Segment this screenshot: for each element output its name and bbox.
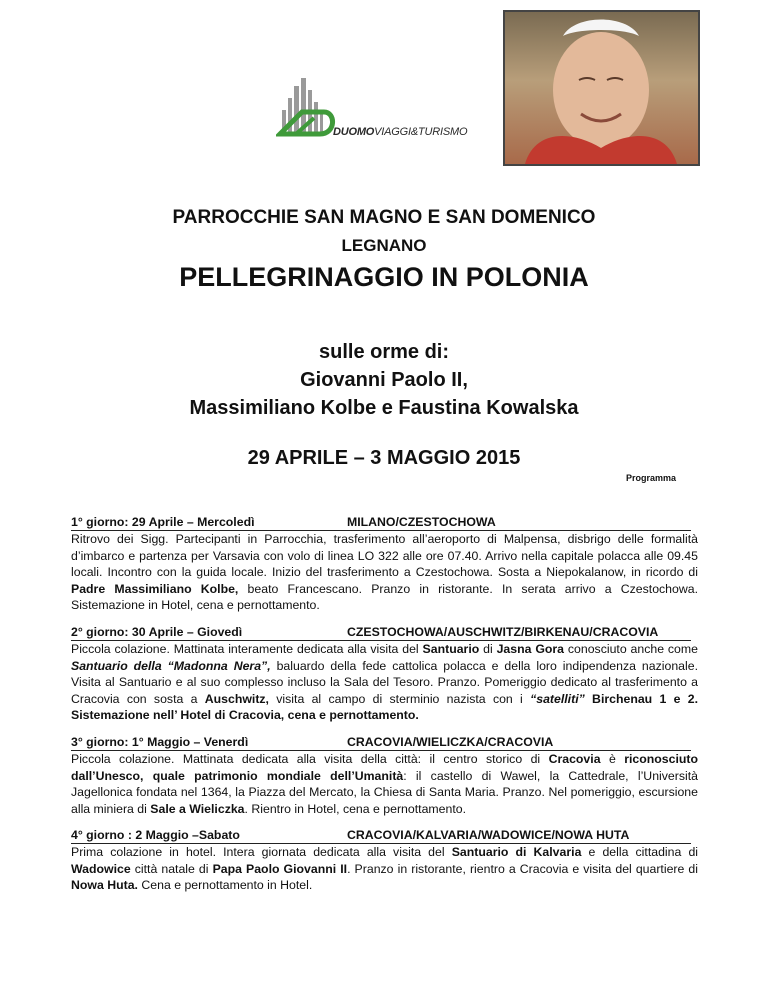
emphasis-text: Jasna Gora — [496, 642, 565, 656]
parish-heading: PARROCCHIE SAN MAGNO E SAN DOMENICO — [172, 207, 596, 228]
body-text: baluardo della fede cattolica polacca e della loro indipendenza nazionale. Visita al Santuario e al suo complesso incluso la Sala del Tesoro. Pranzo. Pomeriggio dedicato al trasferimento a Cracovia con sosta a — [71, 658, 698, 706]
emphasis-text: Sale a Wieliczka — [150, 801, 245, 816]
subtitle-line: Massimiliano Kolbe e Faustina Kowalska — [189, 397, 579, 419]
day-section — [71, 624, 698, 724]
emphasis-text: Cracovia — [548, 752, 601, 766]
body-text: Cena e pernottamento in Hotel. — [137, 878, 313, 892]
pope-portrait-photo — [503, 10, 700, 166]
emphasis-text: “satelliti” — [530, 691, 585, 706]
body-text: e della cittadina di — [581, 845, 699, 859]
day-description — [71, 641, 698, 724]
emphasis-text: Wadowice — [71, 861, 131, 876]
day-description — [71, 531, 698, 614]
day-route: CRACOVIA/WIELICZKA/CRACOVIA — [347, 735, 554, 749]
subtitle-line: sulle orme di: — [318, 341, 450, 363]
day-label: 1° giorno: 29 Aprile – Mercoledì — [71, 515, 255, 529]
body-text: di — [479, 642, 497, 656]
subtitle-line: Giovanni Paolo II, — [300, 369, 468, 391]
emphasis-text: Santuario della “Madonna Nera”, — [71, 658, 271, 673]
body-text: Piccola colazione. Mattinata interamente dedicata alla visita del — [71, 642, 423, 656]
body-text: . Rientro in Hotel, cena e pernottamento. — [244, 801, 467, 816]
emphasis-text: Auschwitz, — [204, 691, 269, 706]
body-text: visita al campo di sterminio nazista con i — [268, 691, 531, 706]
day-label: 4° giorno : 2 Maggio –Sabato — [71, 828, 240, 842]
day-header — [71, 514, 691, 531]
trip-dates: 29 APRILE – 3 MAGGIO 2015 — [247, 447, 521, 469]
logo-brand-text: DUOMOVIAGGI&TURISMO — [333, 126, 468, 138]
body-text: . Pranzo in ristorante, rientro a Cracovia e visita del quartiere di — [347, 861, 698, 876]
day-header — [71, 624, 691, 641]
day-section — [71, 734, 698, 817]
day-label: 3° giorno: 1° Maggio – Venerdì — [71, 735, 249, 749]
subtitle — [0, 338, 768, 422]
day-header — [71, 827, 691, 844]
program-label: Programma — [626, 473, 677, 483]
day-section — [71, 827, 698, 894]
emphasis-text: Papa Paolo Giovanni II — [212, 861, 348, 876]
day-route: CRACOVIA/KALVARIA/WADOWICE/NOWA HUTA — [347, 828, 630, 842]
body-text: città natale di — [130, 861, 213, 876]
emphasis-text: Santuario — [422, 642, 480, 656]
emphasis-text: riconosciuto dall’Unesco, quale patrimonio mondiale dell’Umanità — [71, 752, 698, 783]
pilgrimage-title: PELLEGRINAGGIO IN POLONIA — [179, 262, 589, 292]
emphasis-text: Nowa Huta. — [71, 878, 138, 892]
body-text: Piccola colazione. Mattinata dedicata alla visita della città: il centro storico di — [71, 752, 549, 766]
body-text: conosciuto anche come — [564, 642, 698, 656]
day-label: 2° giorno: 30 Aprile – Giovedì — [71, 625, 243, 639]
city-heading: LEGNANO — [341, 236, 427, 255]
day-description — [71, 751, 698, 817]
emphasis-text: Birchenau 1 e 2. Sistemazione nell’ Hotel di Cracovia, cena e pernottamento. — [71, 691, 698, 722]
day-route: MILANO/CZESTOCHOWA — [347, 515, 496, 529]
emphasis-text: Santuario di Kalvaria — [451, 845, 582, 859]
body-text: : il castello di Wawel, la Cattedrale, l’Università Jagellonica fondata nel 1364, la Piazza del Mercato, la Chiesa di Santa Maria. Pranzo. Nel pomeriggio, escursione alla miniera di — [71, 768, 698, 816]
day-description — [71, 844, 698, 894]
day-header — [71, 734, 691, 751]
day-section — [71, 514, 698, 614]
day-route: CZESTOCHOWA/AUSCHWITZ/BIRKENAU/CRACOVIA — [347, 625, 659, 639]
body-text: Prima colazione in hotel. Intera giornata dedicata alla visita del — [71, 845, 452, 859]
body-text: è — [600, 752, 625, 766]
body-text: Ritrovo dei Sigg. Partecipanti in Parrocchia, trasferimento all’aeroporto di Malpensa, disbrigo delle formalità d’imbarco e partenza per Varsavia con volo di linea LO 322 alle ore 07.40. Arrivo nella capitale polacca alle 09.45 locali. Incontro con la guida locale. Inizio del trasferimento a Czestochowa. Sosta a Niepokalanow, in ricordo di — [71, 532, 698, 579]
emphasis-text: Padre Massimiliano Kolbe, — [71, 581, 239, 596]
body-text: beato Francescano. Pranzo in ristorante. In serata arrivo a Czestochowa. Sistemazione in Hotel, cena e pernottamento. — [71, 581, 698, 612]
